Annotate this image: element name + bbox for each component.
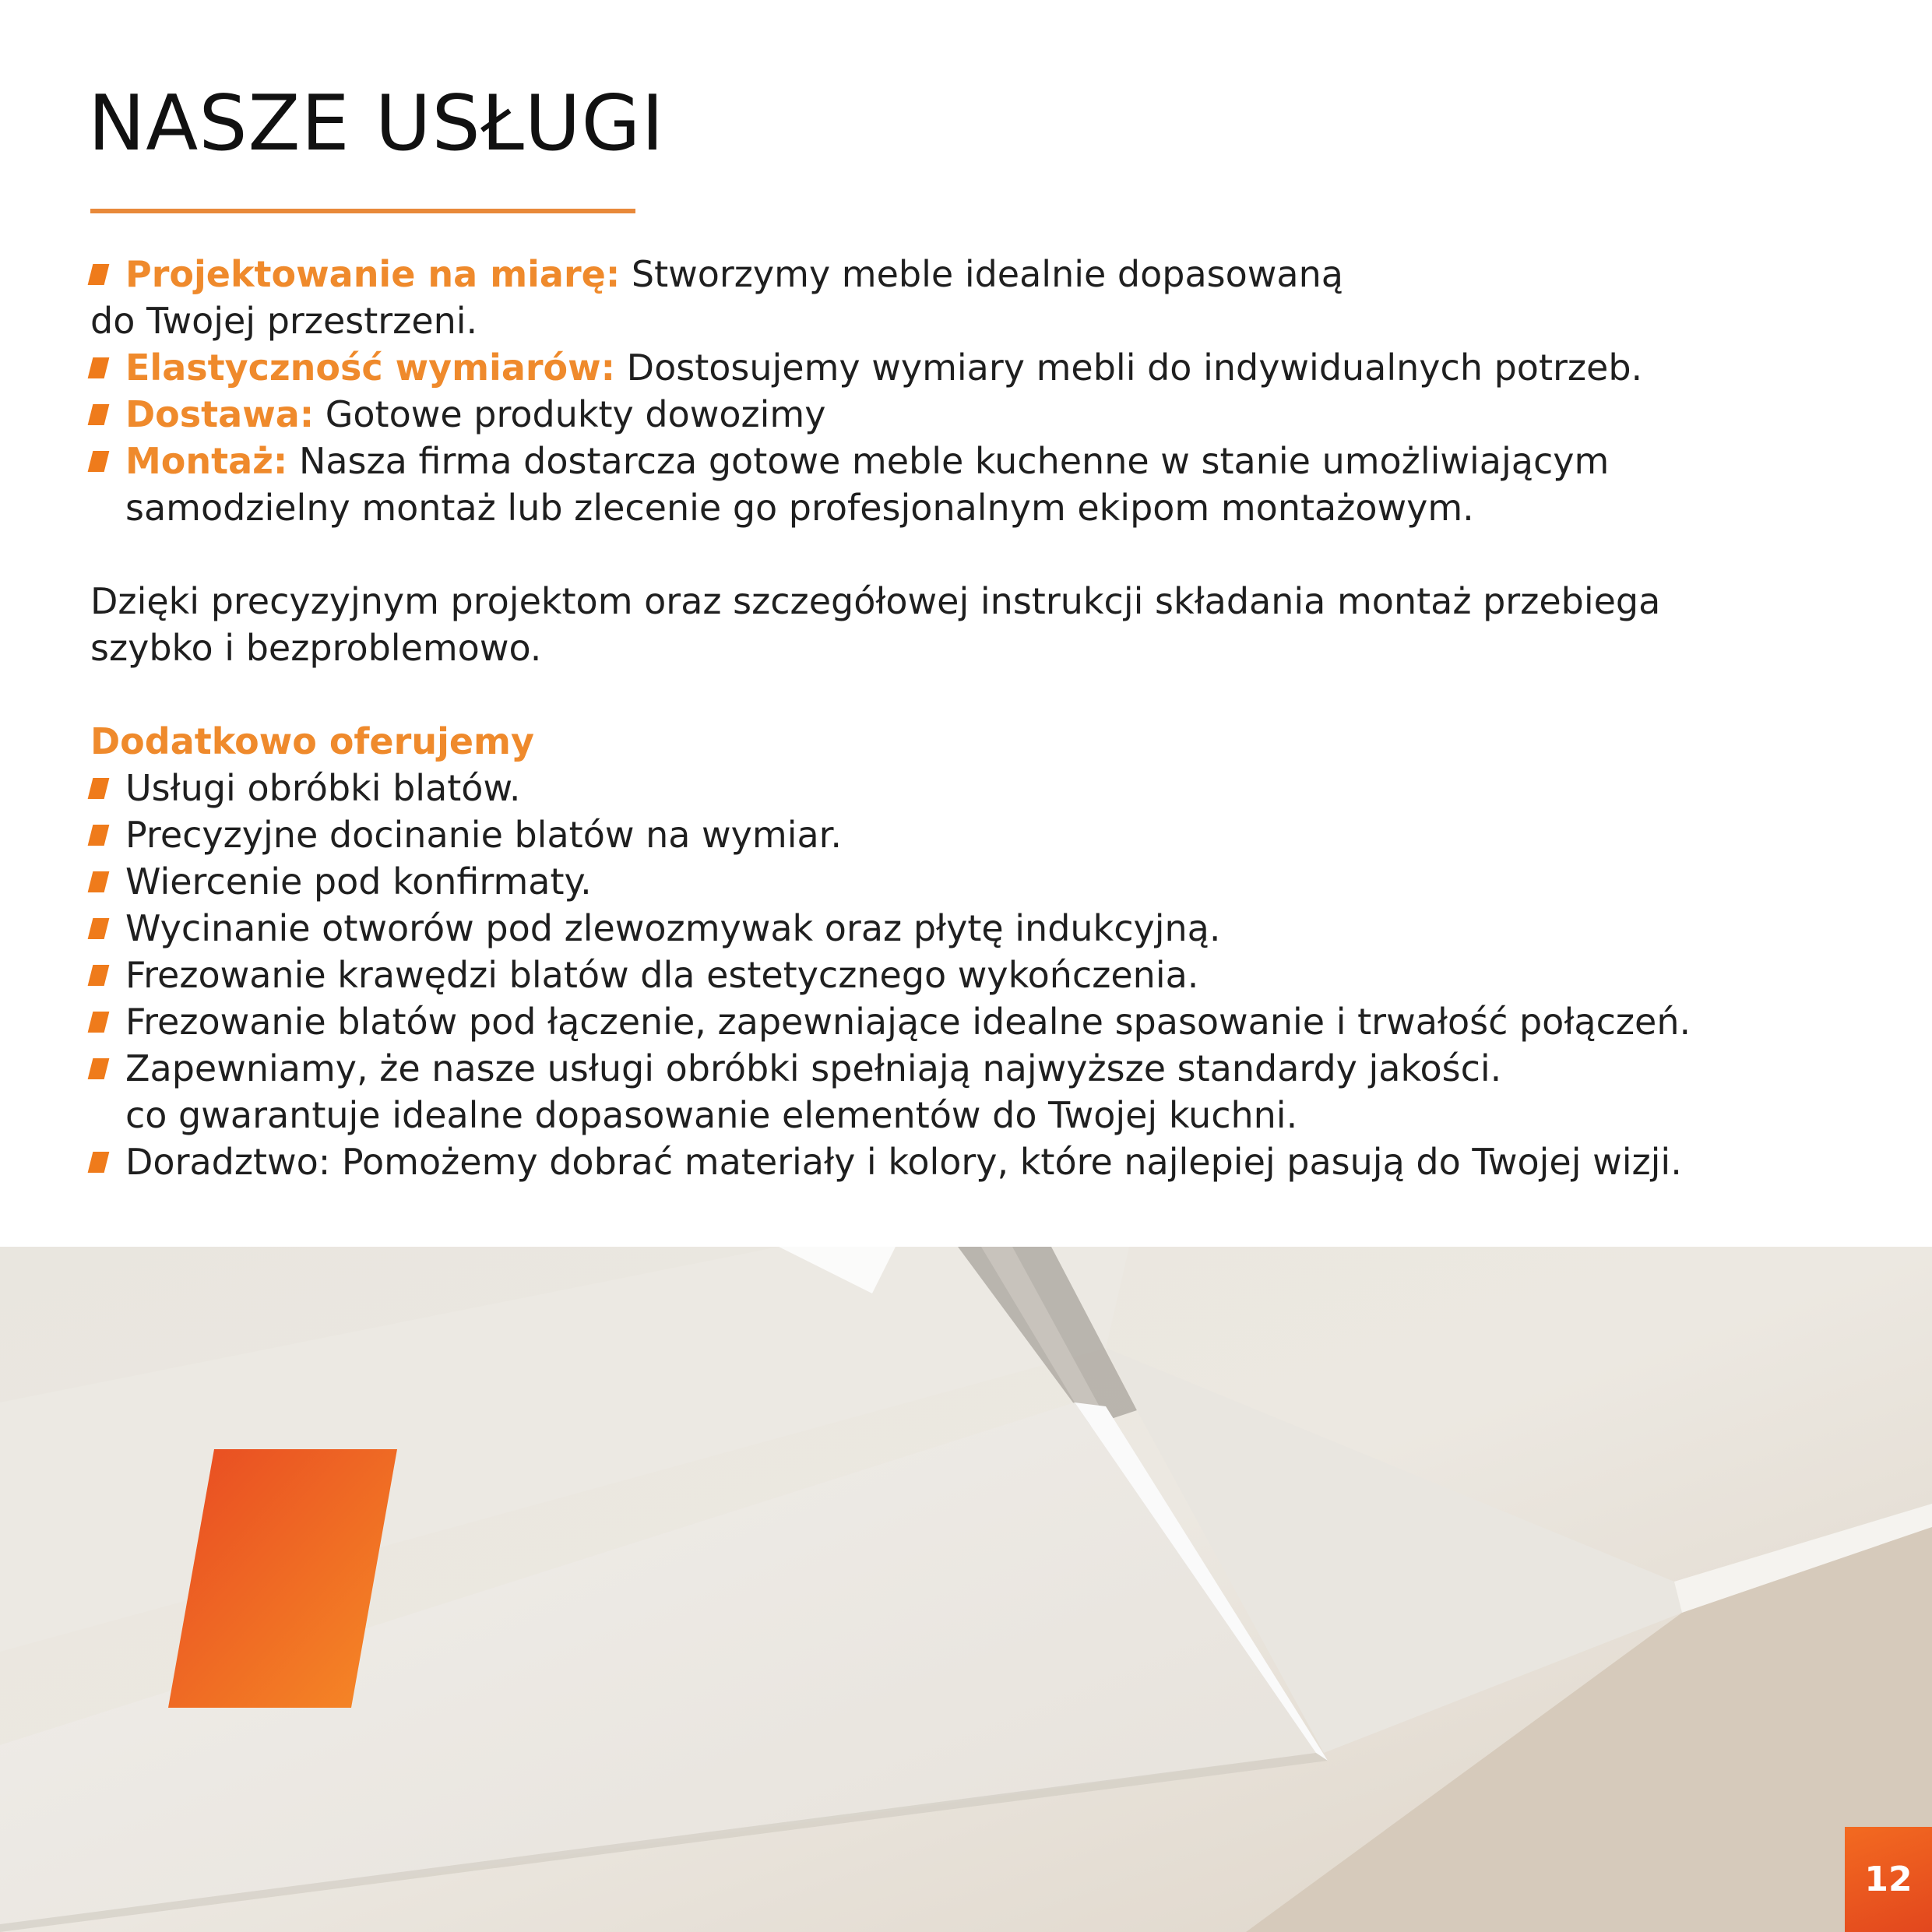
page-title: NASZE USŁUGI xyxy=(88,79,665,168)
bullet-icon xyxy=(88,1058,110,1079)
service-label: Projektowanie na miarę: xyxy=(125,253,621,295)
service-label: Montaż: xyxy=(125,440,288,482)
additional-item xyxy=(90,905,1874,952)
bullet-icon xyxy=(88,778,110,799)
title-underline xyxy=(90,209,635,213)
bullet-icon xyxy=(88,1152,110,1173)
service-text: Nasza firma dostarcza gotowe meble kuchenne w stanie umożliwiającym xyxy=(287,440,1610,482)
bullet-icon xyxy=(88,1012,110,1033)
services-content xyxy=(90,251,1874,1185)
additional-item xyxy=(90,1138,1874,1185)
bullet-icon xyxy=(88,451,110,472)
bullet-icon xyxy=(88,357,110,378)
additional-item-continuation: co gwarantuje idealne dopasowanie elementów do Twojej kuchni. xyxy=(125,1094,1298,1136)
additional-item-text: Usługi obróbki blatów. xyxy=(125,767,521,809)
service-continuation: samodzielny montaż lub zlecenie go profesjonalnym ekipom montażowym. xyxy=(125,487,1474,529)
additional-item xyxy=(90,952,1874,998)
additional-item-text: Doradztwo: Pomożemy dobrać materiały i kolory, które najlepiej pasują do Twojej wizji. xyxy=(125,1141,1682,1183)
additional-item xyxy=(90,998,1874,1045)
additional-item-text: Wiercenie pod konfirmaty. xyxy=(125,860,592,903)
page-number: 12 xyxy=(1845,1827,1932,1932)
service-text: Stworzymy meble idealnie dopasowaną xyxy=(620,253,1343,295)
additional-item-text: Zapewniamy, że nasze usługi obróbki spełniają najwyższe standardy jakości. xyxy=(125,1047,1502,1089)
additional-item xyxy=(90,811,1874,858)
service-label: Dostawa: xyxy=(125,393,315,435)
additional-item-text: Wycinanie otworów pod zlewozmywak oraz płytę indukcyjną. xyxy=(125,907,1221,949)
bullet-icon xyxy=(88,965,110,986)
bullet-icon xyxy=(88,825,110,846)
service-label: Elastyczność wymiarów: xyxy=(125,347,616,389)
bullet-icon xyxy=(88,871,110,892)
additional-item-text: Frezowanie krawędzi blatów dla estetycznego wykończenia. xyxy=(125,954,1199,996)
paragraph-line: Dzięki precyzyjnym projektom oraz szczegółowej instrukcji składania montaż przebiega xyxy=(90,580,1661,622)
bullet-icon xyxy=(88,264,110,285)
service-item xyxy=(90,438,1874,484)
service-item xyxy=(90,344,1874,391)
additional-item-text: Frezowanie blatów pod łączenie, zapewniające idealne spasowanie i trwałość połączeń. xyxy=(125,1001,1691,1043)
additional-item xyxy=(90,1045,1874,1092)
paragraph-line: szybko i bezproblemowo. xyxy=(90,627,542,669)
bullet-icon xyxy=(88,918,110,939)
additional-heading: Dodatkowo oferujemy xyxy=(90,720,534,762)
additional-item xyxy=(90,858,1874,905)
service-text: Gotowe produkty dowozimy xyxy=(314,393,826,435)
bullet-icon xyxy=(88,404,110,425)
additional-item xyxy=(90,765,1874,811)
orange-parallelogram xyxy=(168,1449,397,1708)
service-item xyxy=(90,391,1874,438)
service-item xyxy=(90,251,1874,297)
service-text: Dostosujemy wymiary mebli do indywidualnych potrzeb. xyxy=(615,347,1643,389)
additional-item-text: Precyzyjne docinanie blatów na wymiar. xyxy=(125,814,842,856)
service-continuation: do Twojej przestrzeni. xyxy=(90,300,478,342)
